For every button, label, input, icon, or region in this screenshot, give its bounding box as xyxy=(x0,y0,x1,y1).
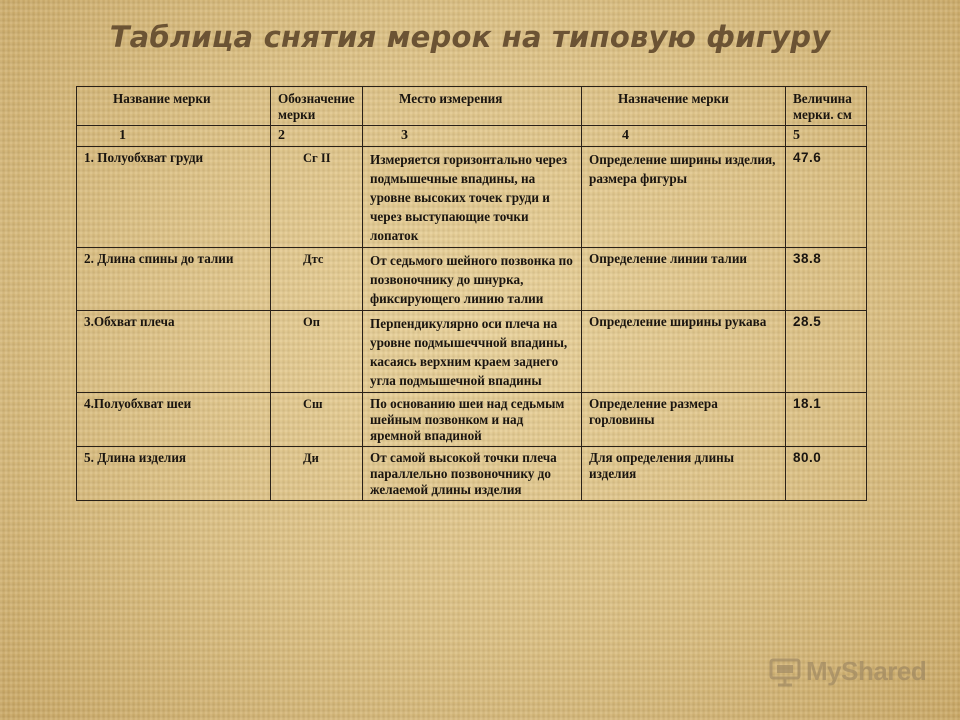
table-row xyxy=(77,147,867,248)
measurements-table xyxy=(76,86,867,501)
measure-name: 5. Длина изделия xyxy=(77,447,271,501)
measurements-table-container xyxy=(76,86,866,501)
column-number: 5 xyxy=(786,126,867,147)
measure-name: 1. Полуобхват груди xyxy=(77,147,271,248)
measure-value: 80.0 xyxy=(786,447,867,501)
column-number: 4 xyxy=(582,126,786,147)
measure-value: 47.6 xyxy=(786,147,867,248)
measure-place: От самой высокой точки плеча параллельно позвоночнику до желаемой длины изделия xyxy=(363,447,582,501)
column-number: 2 xyxy=(271,126,363,147)
measure-place: От седьмого шейного позвонка по позвоночнику до шнурка, фиксирующего линию талии xyxy=(363,248,582,311)
measure-place: Измеряется горизонтально через подмышечные впадины, на уровне высоких точек груди и через выступающие точки лопаток xyxy=(363,147,582,248)
table-row xyxy=(77,393,867,447)
measure-name: 4.Полуобхват шеи xyxy=(77,393,271,447)
header-purpose: Назначение мерки xyxy=(582,87,786,126)
measure-purpose: Определение линии талии xyxy=(582,248,786,311)
column-numbers-row xyxy=(77,126,867,147)
measure-purpose: Определение размера горловины xyxy=(582,393,786,447)
presentation-icon xyxy=(768,657,802,687)
header-name: Название мерки xyxy=(77,87,271,126)
measure-name: 3.Обхват плеча xyxy=(77,311,271,393)
watermark-logo xyxy=(768,656,926,687)
page-title: Таблица снятия мерок на типовую фигуру xyxy=(109,20,831,54)
header-value: Величина мерки. см xyxy=(786,87,867,126)
measure-code: Дтс xyxy=(271,248,363,311)
measure-place: Перпендикулярно оси плеча на уровне подмышеччной впадины, касаясь верхним краем заднего угла подмышечной впадины xyxy=(363,311,582,393)
measure-code: Сг II xyxy=(271,147,363,248)
watermark-text: MyShared xyxy=(806,656,927,686)
table-row xyxy=(77,248,867,311)
measure-purpose: Определение ширины изделия, размера фигуры xyxy=(582,147,786,248)
measure-value: 28.5 xyxy=(786,311,867,393)
measure-name: 2. Длина спины до талии xyxy=(77,248,271,311)
table-header-row xyxy=(77,87,867,126)
column-number: 1 xyxy=(77,126,271,147)
column-number: 3 xyxy=(363,126,582,147)
measure-code: Ди xyxy=(271,447,363,501)
measure-purpose: Определение ширины рукава xyxy=(582,311,786,393)
measure-value: 38.8 xyxy=(786,248,867,311)
measure-value: 18.1 xyxy=(786,393,867,447)
measure-code: Оп xyxy=(271,311,363,393)
header-place: Место измерения xyxy=(363,87,582,126)
measure-purpose: Для определения длины изделия xyxy=(582,447,786,501)
table-row xyxy=(77,447,867,501)
table-row xyxy=(77,311,867,393)
measure-place: По основанию шеи над седьмым шейным позвонком и над яремной впадиной xyxy=(363,393,582,447)
table-body xyxy=(77,126,867,501)
measure-code: Сш xyxy=(271,393,363,447)
header-code: Обозначение мерки xyxy=(271,87,363,126)
